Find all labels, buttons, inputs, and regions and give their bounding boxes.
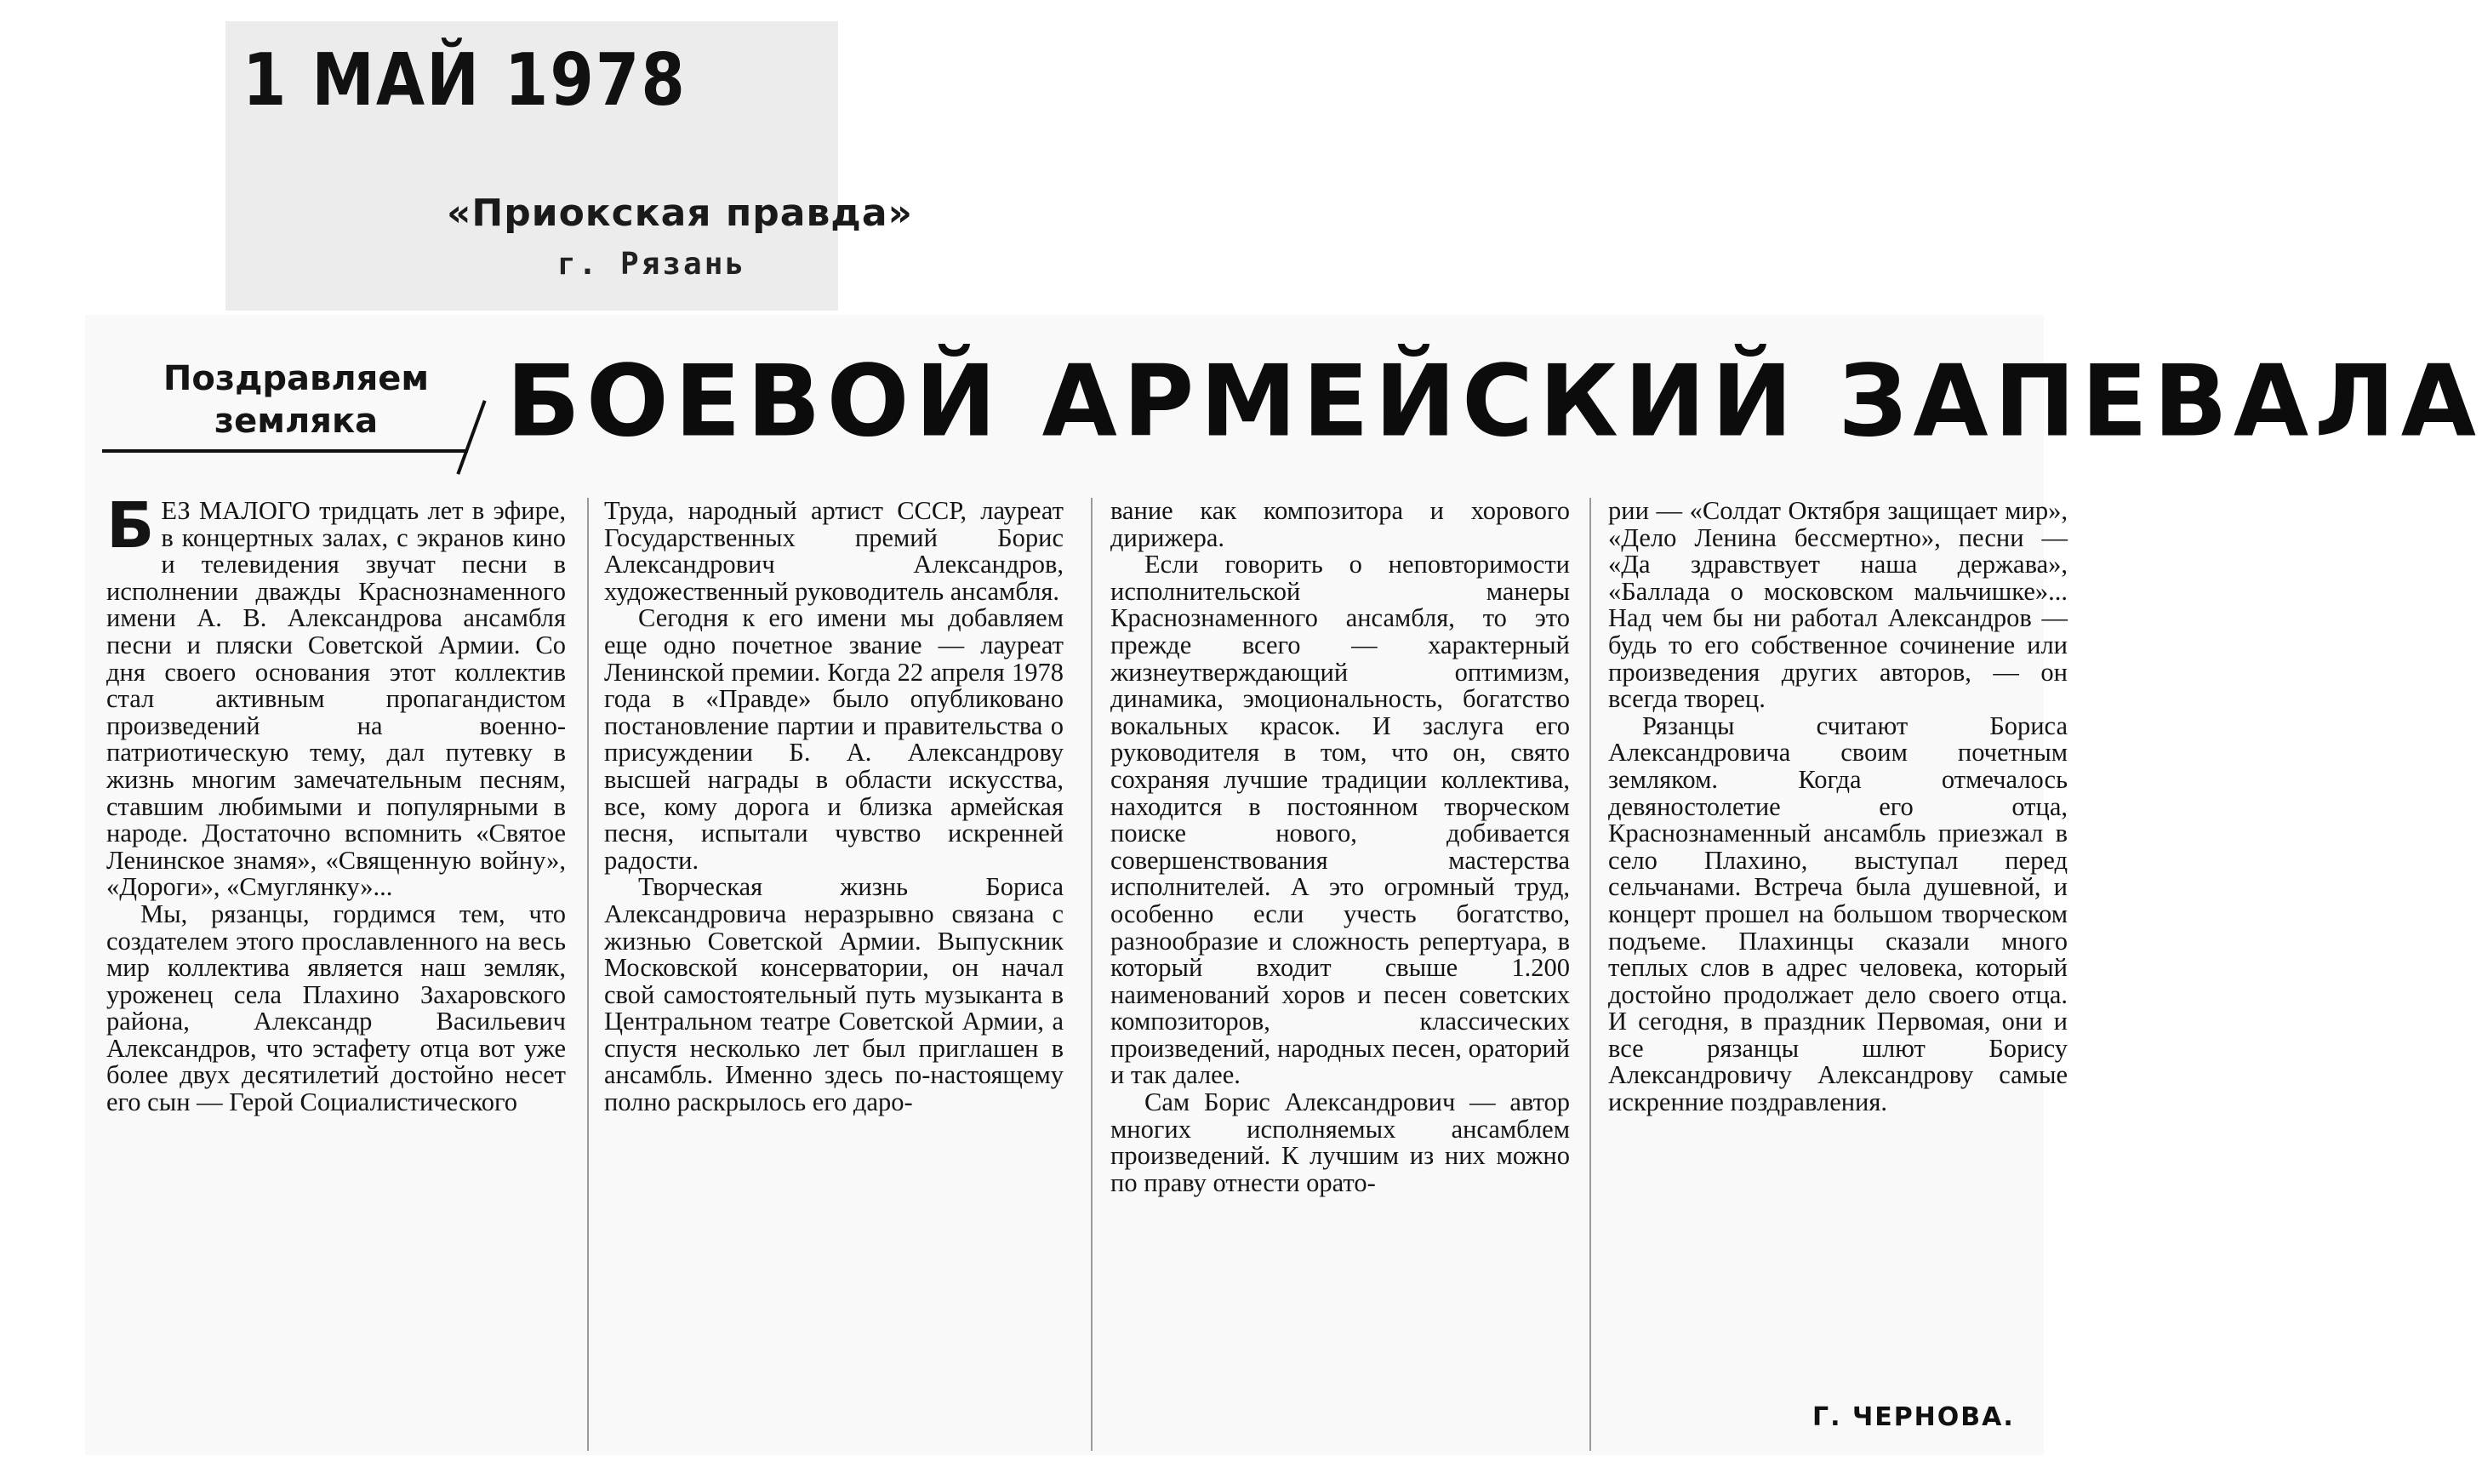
newspaper-stamp: «Приокская правда» (447, 191, 913, 235)
article-paragraph (106, 489, 566, 902)
column-divider (1091, 498, 1093, 1451)
city-stamp: г. Рязань (557, 247, 747, 282)
article-paragraph: Рязанцы считают Бориса Александровича своим почетным земляком. Когда отмечалось девяностолетие его отца, Краснознаменный ансамбль приезжал в село Плахино, выступал перед сельчанами. Встреча была душевной, и концерт прошел на большом творческом подъеме. Плахинцы сказали много теплых слов в адрес человека, который достойно продолжает дело своего отца. И сегодня, в праздник Первомая, они и все рязанцы шлют Борису Александровичу Александрову самые искренние поздравления. (1608, 711, 2068, 1117)
drop-cap: Б (106, 489, 155, 562)
rubric-underline (102, 449, 468, 453)
article-paragraph: Сам Борис Александрович — автор многих исполняемых ансамблем произведений. К лучшим из них можно по праву отнести орато- (1110, 1087, 1570, 1197)
article-paragraph: Труда, народный артист СССР, лауреат Государственных премий Борис Александрович Александров, художественный руководитель ансамбля. (604, 496, 1064, 606)
rubric (126, 357, 466, 442)
article-column-1 (106, 489, 566, 1117)
article-paragraph: Если говорить о неповторимости исполнительской манеры Краснознаменного ансамбля, то это прежде всего — характерный жизнеутверждающий оптимизм, динамика, эмоциональность, богатство вокальных красок. И заслуга его руководителя в том, что он, свято сохраняя лучшие традиции коллектива, находится в постоянном творческом поиске нового, добивается совершенствования мастерства исполнителей. А это огромный труд, особенно если учесть богатство, разнообразие и сложность репертуара, в который входит свыше 1.200 наименований хоров и песен советских композиторов, классических произведений, народных песен, ораторий и так далее. (1110, 550, 1570, 1090)
headline: БОЕВОЙ АРМЕЙСКИЙ ЗАПЕВАЛА (506, 343, 2482, 459)
author-signature: Г. ЧЕРНОВА. (1812, 1402, 2015, 1432)
article-paragraph: вание как композитора и хорового дирижера. (1110, 496, 1570, 552)
article-paragraph: Творческая жизнь Бориса Александровича неразрывно связана с жизнью Советской Армии. Выпускник Московской консерватории, он начал свой самостоятельный путь музыканта в Центральном театре Советской Армии, а спустя несколько лет был приглашен в ансамбль. Именно здесь по-настоящему полно раскрылось его даро- (604, 872, 1064, 1117)
article-column-2 (604, 498, 1064, 1116)
article-paragraph: Мы, рязанцы, гордимся тем, что создателем этого прославленного на весь мир коллектива является наш земляк, уроженец села Плахино Захаровского района, Александр Васильевич Александров, что эстафету отца вот уже более двух десятилетий достойно несет его сын — Герой Социалистического (106, 899, 566, 1117)
paragraph-text: ЕЗ МАЛОГО тридцать лет в эфире, в концертных залах, с экранов кино и телевидения звучат песни в исполнении дважды Краснознаменного имени А. В. Александрова ансамбля песни и пляски Советской Армии. Со дня своего основания этот коллектив стал активным пропагандистом произведений на военно-патриотическую тему, дал путевку в жизнь многим замечательным песням, ставшим любимыми и популярными в народе. Достаточно вспомнить «Святое Ленинское знамя», «Священную войну», «Дороги», «Смуглянку»... (106, 496, 566, 902)
article-paragraph: рии — «Солдат Октября защищает мир», «Дело Ленина бессмертно», песни — «Да здравствует наша держава», «Баллада о московском мальчишке»... Над чем бы ни работал Александров — будь то его собственное сочинение или произведения других авторов, — он всегда творец. (1608, 496, 2068, 714)
column-divider (587, 498, 589, 1451)
date-stamp: 1 МАЙ 1978 (242, 38, 687, 123)
column-divider (1589, 498, 1591, 1451)
article-paragraph: Сегодня к его имени мы добавляем еще одно почетное звание — лауреат Ленинской премии. Когда 22 апреля 1978 года в «Правде» было опубликовано постановление партии и правительства о присуждении Б. А. Александрову высшей награды в области искусства, все, кому дорога и близка армейская песня, испытали чувство искренней радости. (604, 603, 1064, 875)
article-column-3 (1110, 498, 1570, 1196)
rubric-line-2: земляка (214, 402, 379, 441)
article-column-4 (1608, 498, 2068, 1116)
rubric-line-1: Поздравляем (163, 359, 430, 398)
